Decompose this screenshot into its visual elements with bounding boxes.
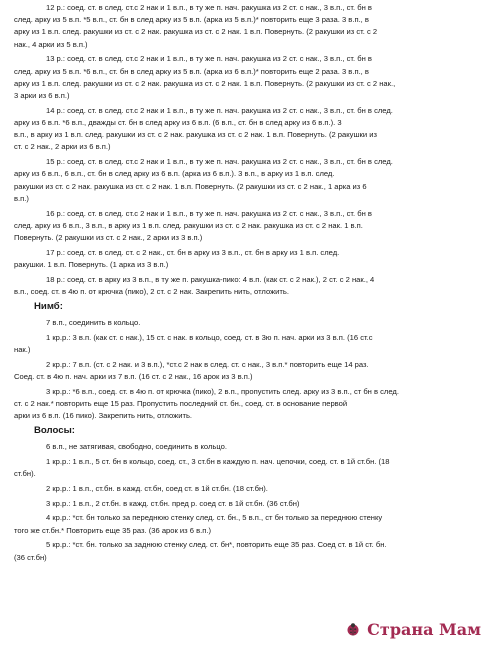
text-line: (36 ст.бн): [14, 552, 47, 562]
text-line: след. арку из 5 в.п. *6 в.п., ст. бн в след арку из 5 в.п. (арка из 6 в.п.)* повторить еще 2 раза. 3 в.п., в: [14, 66, 369, 76]
text-line: 17 р.: соед. ст. в след. ст. с 2 нак., ст. бн в арку из 3 в.п., ст. бн в арку из 1 в.п. след.: [46, 247, 340, 257]
text-line: в.п., в арку из 1 в.п. след. ракушки из ст. с 2 нак. ракушка из ст. с 2 нак. 1 в.п. Повернуть. (2 ракушки из: [14, 130, 377, 140]
text-line: арку из 6 в.п., 6 в.п., ст. бн в след арку из 6 в.п. (арка из 6 в.п.). 3 в.п., в арку из 1 в.п. след.: [14, 169, 335, 179]
text-line: 7 в.п., соединить в кольцо.: [46, 317, 141, 327]
text-line: Соед. ст. в 4ю п. нач. арки из 7 в.п. (16 ст. с 2 нак., 16 арок из 3 в.п.): [14, 371, 253, 381]
text-line: 3 арки из 6 в.п.): [14, 91, 70, 100]
text-line: 3 кр.р.: 1 в.п., 2 ст.бн. в кажд. ст.бн. пред р. соед ст. в 1й ст.бн. (36 ст.бн): [46, 498, 300, 508]
text-line: того же ст.бн.* Повторить еще 35 раз. (36 арок из 6 в.п.): [14, 525, 211, 535]
text-line: 6 в.п., не затягивая, свободно, соединить в кольцо.: [46, 442, 227, 451]
text-line: 2 кр.р.: 7 в.п. (ст. с 2 нак. и 3 в.п.), *ст.с 2 нак в след. ст. с нак., 3 в.п.* повторить еще 14 раз.: [46, 359, 369, 369]
text-line: ракушки. 1 в.п. Повернуть. (1 арка из 3 в.п.): [14, 260, 169, 269]
text-line: ст.бн).: [14, 469, 36, 478]
text-line: 18 р.: соед. ст. в арку из 3 в.п., в ту же п. ракушка-пико: 4 в.п. (как ст. с 2 нак.), 2 ст. с 2 нак., 4: [46, 274, 375, 284]
text-line: 2 кр.р.: 1 в.п., ст.бн. в кажд. ст.бн, соед ст. в 1й ст.бн. (18 ст.бн).: [46, 483, 268, 493]
text-line: арку из 1 в.п. след. ракушки из ст. с 2 нак. ракушка из ст. с 2 нак. 1 в.п. Повернуть. (2 ракушки из ст. с 2: [14, 27, 378, 37]
text-line: Повернуть. (2 ракушки из ст. с 2 нак., 2 арки из 3 в.п.): [14, 233, 203, 242]
text-line: нак.): [14, 344, 31, 354]
text-line: 3 кр.р.: *6 в.п., соед. ст. в 4ю п. от крючка (пико), 2 в.п., пропустить след. арку из 3 в.п., ст бн в след.: [46, 386, 399, 396]
text-line: след. арку из 5 в.п. *5 в.п., ст. бн в след арку из 5 в.п. (арка из 5 в.п.)* повторить еще 3 раза. 3 в.п., в: [14, 15, 369, 25]
text-line: нак., 4 арки из 5 в.п.): [14, 39, 88, 49]
text-line: 12 р.: соед. ст. в след. ст.с 2 нак и 1 в.п., в ту же п. нач. ракушка из 2 ст. с нак., 3 в.п., ст. бн в: [46, 3, 372, 12]
text-line: 13 р.: соед. ст. в след. ст.с 2 нак и 1 в.п., в ту же п. нач. ракушка из 2 ст. с нак., 3 в.п., ст. бн в: [46, 54, 372, 64]
text-line: 1 кр.р.: 1 в.п., 5 ст. бн в кольцо, соед. ст., 3 ст.бн в каждую п. нач. цепочки, соед. ст. в 1й ст.бн. (18: [46, 456, 390, 466]
text-line: 4 кр.р.: *ст. бн только за переднюю стенку след. ст. бн., 5 в.п., ст бн только за переднюю стенку: [46, 513, 383, 523]
text-line: 16 р.: соед. ст. в след. ст.с 2 нак и 1 в.п., в ту же п. нач. ракушка из 2 ст. с нак., 3 в.п., ст. бн в: [46, 208, 372, 218]
text-line: 15 р.: соед. ст. в след. ст.с 2 нак и 1 в.п., в ту же п. нач. ракушка из 2 ст. с нак., 3 в.п., ст. бн в след.: [46, 157, 393, 167]
text-line: ст. с 2 нак.* повторить еще 15 раз. Пропустить последний ст. бн., соед. ст. в основание первой: [14, 398, 348, 408]
text-line: в.п., соед. ст. в 4ю п. от крючка (пико), 2 ст. с 2 нак. Закрепить нить, отложить.: [14, 287, 289, 296]
text-line: в.п.): [14, 193, 29, 203]
text-line: 1 кр.р.: 3 в.п. (как ст. с нак.), 15 ст. с нак. в кольцо, соед. ст. в 3ю п. нач. арки из 3 в.п. (16 ст.с: [46, 332, 373, 342]
text-line: арку из 1 в.п. след. ракушки из ст. с 2 нак. ракушка из ст. с 2 нак. 1 в.п. Повернуть. (2 ракушки из ст. с 2 нак.,: [14, 78, 396, 88]
watermark-text: Страна Мам: [367, 620, 481, 639]
ladybug-icon: [346, 621, 360, 640]
watermark: [346, 620, 481, 640]
text-line: 5 кр.р.: *ст. бн. только за заднюю стенку след. ст. бн*, повторить еще 35 раз. Соед ст. в 1й ст. бн.: [46, 540, 387, 550]
section-heading: Нимб:: [34, 300, 63, 312]
text-line: ст. с 2 нак., 2 арки из 6 в.п.): [14, 142, 111, 152]
text-line: след. арку из 6 в.п., 3 в.п., в арку из 1 в.п. след. ракушки из ст. с 2 нак. ракушка из ст. с 2 нак. 1 в.п.: [14, 220, 363, 230]
section-heading: Волосы:: [34, 424, 75, 436]
text-line: арки из 6 в.п. (16 пико). Закрепить нить, отложить.: [14, 411, 193, 421]
text-line: арку из 6 в.п. *6 в.п., дважды ст. бн в след арку из 6 в.п. (6 в.п., ст. бн в след арку из 6 в.п.). 3: [14, 118, 342, 127]
text-line: 14 р.: соед. ст. в след. ст.с 2 нак и 1 в.п., в ту же п. нач. ракушка из 2 ст. с нак., 3 в.п., ст. бн в след.: [46, 105, 393, 115]
text-line: ракушки из ст. с 2 нак. ракушка из ст. с 2 нак. 1 в.п. Повернуть. (2 ракушки из ст. с 2 нак., 1 арка из 6: [14, 181, 367, 191]
